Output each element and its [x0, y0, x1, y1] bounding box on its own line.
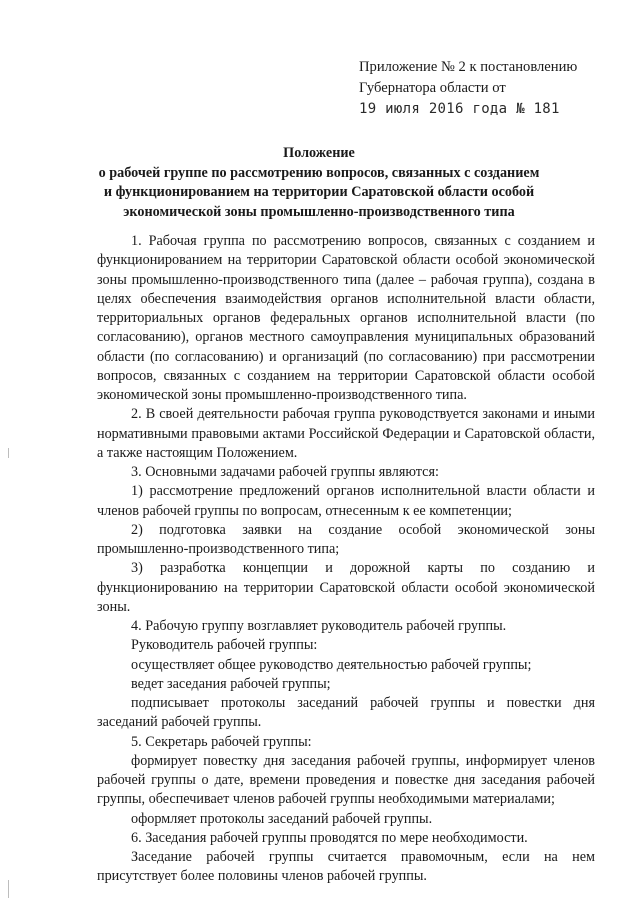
paragraph: ведет заседания рабочей группы; [131, 675, 331, 692]
appendix-line: Приложение № 2 к постановлению [359, 59, 578, 75]
paragraph: формирует повестку дня заседания рабочей группы, информирует членов рабочей группы о дате, времени проведения и повестке дня заседания рабочей группы, обеспечивает членов рабочей группы необходимыми материалами; [97, 752, 595, 808]
paragraph: Руководитель рабочей группы: [131, 637, 318, 654]
paragraph: 6. Заседания рабочей группы проводятся по мере необходимости. [131, 829, 528, 846]
paragraph: Заседание рабочей группы считается правомочным, если на нем присутствует более половины членов рабочей группы. [97, 849, 595, 885]
paragraph: 5. Секретарь рабочей группы: [131, 733, 312, 750]
paragraph: оформляет протоколы заседаний рабочей группы. [131, 810, 433, 827]
paragraph: осуществляет общее руководство деятельностью рабочей группы; [131, 656, 532, 673]
title-line: Положение [283, 145, 355, 161]
title-line: о рабочей группе по рассмотрению вопросов, связанных с созданием [98, 164, 540, 181]
title-line: и функционированием на территории Саратовской области особой [103, 184, 535, 200]
scan-margin-mark [8, 880, 9, 898]
paragraph: 2. В своей деятельности рабочая группа руководствуется законами и иными нормативными правовыми актами Российской Федерации и Саратовской области, а также настоящим Положением. [97, 406, 595, 461]
appendix-date-stamp: 19 июля 2016 года № 181 [359, 101, 560, 117]
paragraph: 4. Рабочую группу возглавляет руководитель рабочей группы. [131, 618, 507, 634]
paragraph: подписывает протоколы заседаний рабочей группы и повестки дня заседаний рабочей группы. [97, 695, 595, 731]
scan-margin-mark [8, 448, 9, 458]
document-body [97, 232, 595, 887]
paragraph: 1. Рабочая группа по рассмотрению вопросов, связанных с созданием и функционированием на территории Саратовской области особой экономической зоны промышленно-производственного типа (далее – рабочая группа), создана в целях обеспечения взаимодействия органов исполнительной власти области, территориальных органов федеральных органов исполнительной власти (по согласованию), органов местного самоуправления муниципальных образований области (по согласованию) и организаций (по согласованию) при рассмотрении вопросов, связанных с созданием на территории Саратовской области особой экономической зоны промышленно-производственного типа. [97, 233, 595, 403]
document-title [96, 144, 542, 222]
title-line: экономической зоны промышленно-производственного типа [123, 203, 515, 220]
paragraph: 3. Основными задачами рабочей группы являются: [131, 464, 439, 480]
appendix-line: Губернатора области от [359, 80, 506, 96]
paragraph: 3) разработка концепции и дорожной карты по созданию и функционированию на территории Саратовской области особой экономической зоны. [97, 560, 595, 615]
appendix-header [359, 57, 629, 120]
paragraph: 1) рассмотрение предложений органов исполнительной власти области и членов рабочей группы по вопросам, отнесенным к ее компетенции; [97, 483, 595, 519]
paragraph: 2) подготовка заявки на создание особой экономической зоны промышленно-производственного типа; [97, 521, 595, 557]
